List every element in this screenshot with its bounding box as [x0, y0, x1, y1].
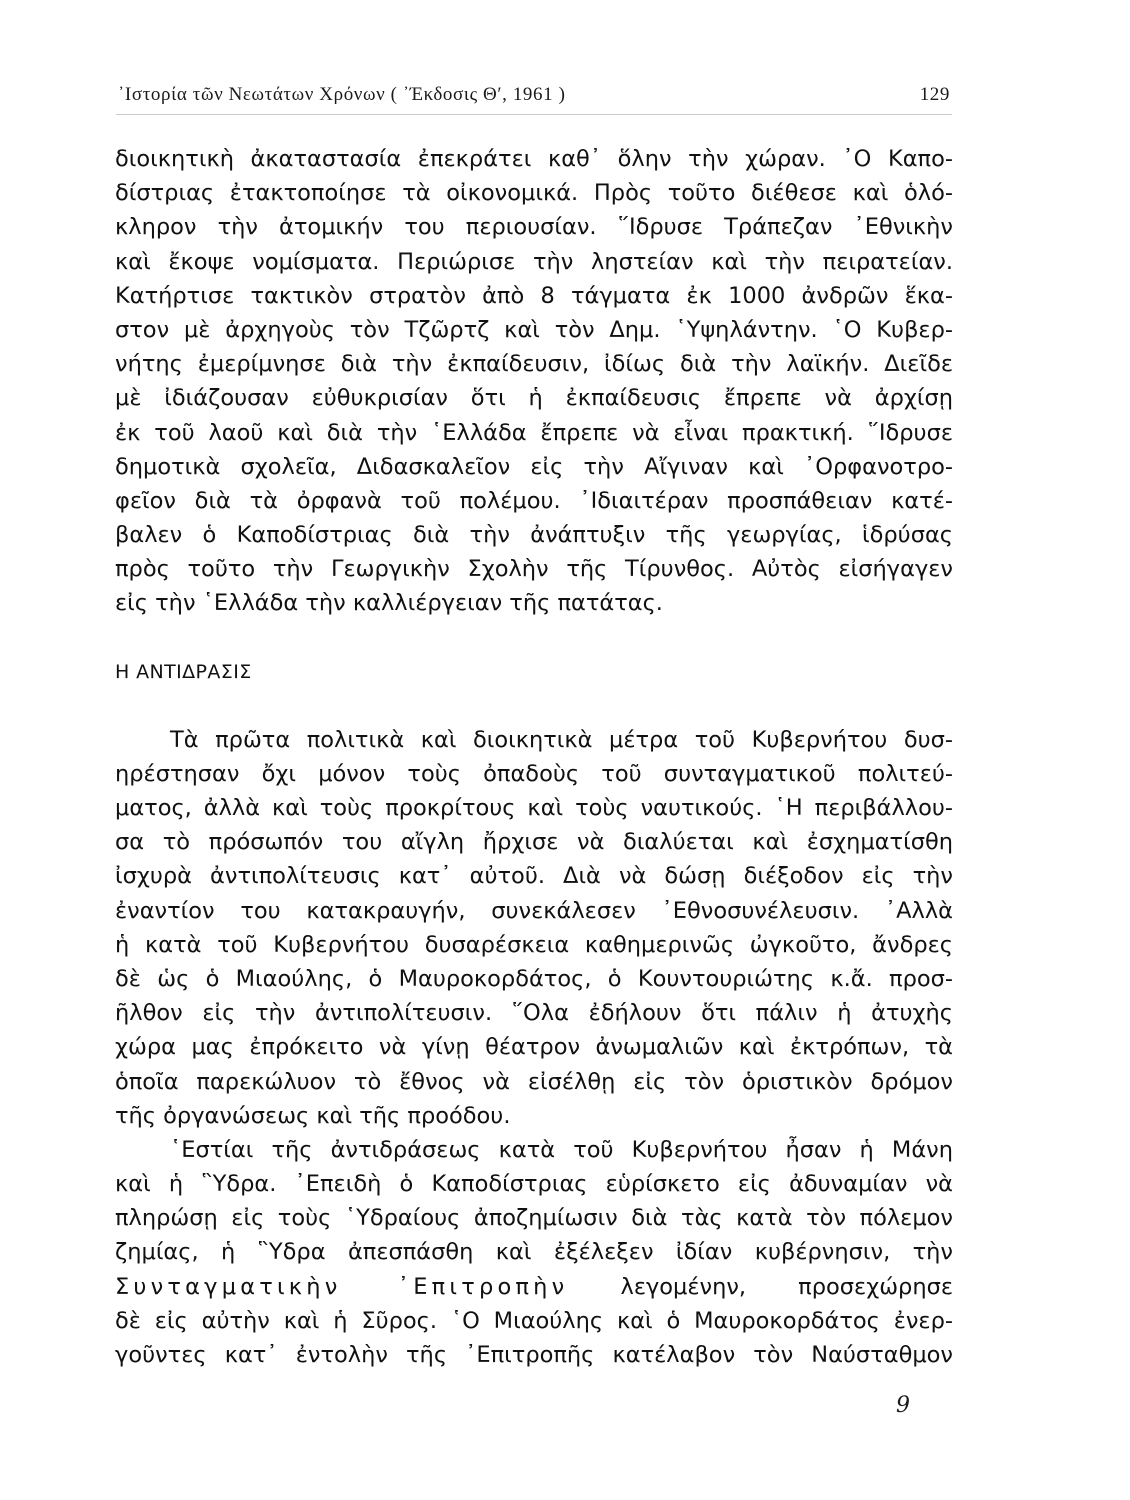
paragraph-2	[115, 723, 953, 1133]
signature-mark: 9	[896, 1393, 910, 1418]
text-line: πληρώσῃ εἰς τοὺς ῾Υδραίους ἀποζημίωσιν διὰ τὰς κατὰ τὸν πόλεμον	[115, 1205, 953, 1232]
paragraph-1	[115, 142, 953, 621]
section-title: Η ΑΝΤΙΔΡΑΣΙΣ	[115, 660, 252, 683]
spaced-phrase: Συνταγματικὴν ᾿Επιτροπὴν	[115, 1273, 569, 1300]
text-line: στον μὲ ἀρχηγοὺς τὸν Τζῶρτζ καὶ τὸν Δημ. ῾Υψηλάντην. ῾Ο Κυβερ-	[115, 316, 953, 343]
running-head	[118, 80, 950, 110]
text-line: κληρον τὴν ἀτομικήν του περιουσίαν. ῞Ιδρυσε Τράπεζαν ᾿Εθνικὴν	[115, 214, 953, 241]
text-line: Τὰ πρῶτα πολιτικὰ καὶ διοικητικὰ μέτρα τοῦ Κυβερνήτου δυσ-	[170, 726, 953, 753]
text-line: δημοτικὰ σχολεῖα, Διδασκαλεῖον εἰς τὴν Αἴγιναν καὶ ᾿Ορφανοτρο-	[115, 453, 953, 480]
text-line: ἰσχυρὰ ἀντιπολίτευσις κατ᾿ αὐτοῦ. Διὰ νὰ δώσῃ διέξοδον εἰς τὴν	[115, 863, 953, 890]
text-line: πρὸς τοῦτο τὴν Γεωργικὴν Σχολὴν τῆς Τίρυνθος. Αὐτὸς εἰσήγαγεν	[115, 556, 953, 583]
text-line: εἰς τὴν ῾Ελλάδα τὴν καλλιέργειαν τῆς πατάτας.	[115, 590, 663, 617]
text-line: δὲ εἰς αὐτὴν καὶ ἡ Σῦρος. ῾Ο Μιαούλης καὶ ὁ Μαυροκορδάτος ἐνερ-	[115, 1307, 953, 1334]
text-line: καὶ ἡ ῝Υδρα. ᾿Επειδὴ ὁ Καποδίστριας εὑρίσκετο εἰς ἀδυναμίαν νὰ	[115, 1171, 953, 1198]
text-line: βαλεν ὁ Καποδίστριας διὰ τὴν ἀνάπτυξιν τῆς γεωργίας, ἱδρύσας	[115, 522, 953, 549]
text-line: ἐναντίον του κατακραυγήν, συνεκάλεσεν ᾿Εθνοσυνέλευσιν. ᾿Αλλὰ	[115, 897, 953, 924]
text-line: καὶ ἔκοψε νομίσματα. Περιώρισε τὴν ληστείαν καὶ τὴν πειρατείαν.	[115, 248, 953, 275]
text-line: ἐκ τοῦ λαοῦ καὶ διὰ τὴν ῾Ελλάδα ἔπρεπε νὰ εἶναι πρακτική. ῞Ιδρυσε	[115, 419, 953, 446]
text-line: φεῖον διὰ τὰ ὀρφανὰ τοῦ πολέμου. ᾿Ιδιαιτέραν προσπάθειαν κατέ-	[115, 487, 953, 514]
page-number: 129	[919, 84, 950, 105]
text-line: σα τὸ πρόσωπόν του αἴγλη ἤρχισε νὰ διαλύεται καὶ ἐσχηματίσθη	[115, 829, 953, 856]
header-rule	[116, 114, 952, 115]
text-line: ὁποῖα παρεκώλυον τὸ ἔθνος νὰ εἰσέλθῃ εἰς τὸν ὁριστικὸν δρόμον	[115, 1068, 953, 1095]
spaced-line-rest: λεγομένην, προσεχώρησε	[620, 1273, 953, 1300]
text-line: ῆλθον εἰς τὴν ἀντιπολίτευσιν. ῞Ολα ἐδήλουν ὅτι πάλιν ἡ ἀτυχὴς	[115, 1000, 953, 1027]
text-line: ἡ κατὰ τοῦ Κυβερνήτου δυσαρέσκεια καθημερινῶς ὠγκοῦτο, ἄνδρες	[115, 931, 953, 958]
text-line: ζημίας, ἡ ῝Υδρα ἀπεσπάσθη καὶ ἐξέλεξεν ἰδίαν κυβέρνησιν, τὴν	[115, 1239, 953, 1266]
text-line: δὲ ὡς ὁ Μιαούλης, ὁ Μαυροκορδάτος, ὁ Κουντουριώτης κ.ἄ. προσ-	[115, 965, 953, 992]
text-line: μὲ ἰδιάζουσαν εὐθυκρισίαν ὅτι ἡ ἐκπαίδευσις ἔπρεπε νὰ ἀρχίσῃ	[115, 385, 953, 412]
text-line: Κατήρτισε τακτικὸν στρατὸν ἀπὸ 8 τάγματα ἐκ 1000 ἀνδρῶν ἕκα-	[115, 282, 953, 309]
running-title: ᾿Ιστορία τῶν Νεωτάτων Χρόνων ( ᾿Έκδοσις Θ′, 1961 )	[118, 84, 566, 105]
text-line: ηρέστησαν ὄχι μόνον τοὺς ὀπαδοὺς τοῦ συνταγματικοῦ πολιτεύ-	[115, 760, 953, 787]
text-line: ῾Εστίαι τῆς ἀντιδράσεως κατὰ τοῦ Κυβερνήτου ἦσαν ἡ Μάνη	[170, 1136, 953, 1163]
text-line: δίστριας ἐτακτοποίησε τὰ οἰκονομικά. Πρὸς τοῦτο διέθεσε καὶ ὁλό-	[115, 180, 953, 207]
text-line: ματος, ἀλλὰ καὶ τοὺς προκρίτους καὶ τοὺς ναυτικούς. ῾Η περιβάλλου-	[115, 795, 953, 821]
text-line	[115, 1270, 953, 1304]
paragraph-3	[115, 1133, 953, 1372]
text-line: γοῦντες κατ᾿ ἐντολὴν τῆς ᾿Επιτροπῆς κατέλαβον τὸν Ναύσταθμον	[115, 1342, 953, 1368]
text-line: διοικητικὴ ἀκαταστασία ἐπεκράτει καθ᾿ ὅλην τὴν χώραν. ᾿Ο Καπο-	[115, 146, 953, 172]
text-line: νήτης ἐμερίμνησε διὰ τὴν ἐκπαίδευσιν, ἰδίως διὰ τὴν λαϊκήν. Διεῖδε	[115, 351, 953, 378]
body-text	[115, 142, 953, 1372]
text-line: χώρα μας ἐπρόκειτο νὰ γίνῃ θέατρον ἀνωμαλιῶν καὶ ἐκτρόπων, τὰ	[115, 1034, 953, 1061]
text-line: τῆς ὀργανώσεως καὶ τῆς προόδου.	[115, 1102, 511, 1129]
